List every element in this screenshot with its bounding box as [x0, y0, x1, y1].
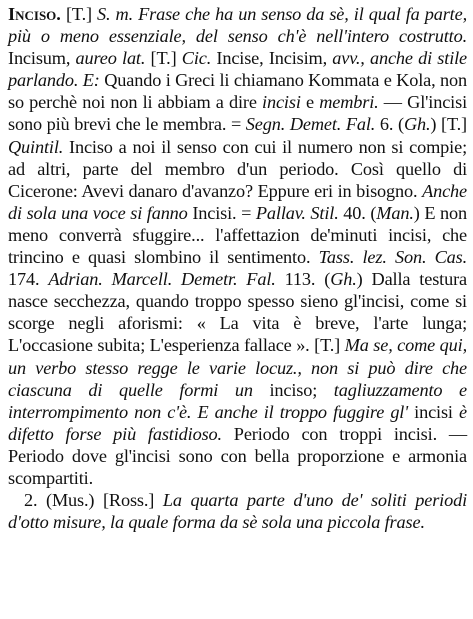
italic-text: avv., anche di stile parlando. E:	[8, 48, 468, 91]
italic-text: Tass. lez. Son. Cas.	[318, 247, 467, 268]
roman-text: 40. (	[338, 202, 377, 223]
italic-text: Man.	[376, 202, 414, 223]
roman-text: 6. (	[375, 114, 404, 135]
italic-text: membri.	[319, 92, 379, 113]
roman-text: — Gl'incisi sono più brevi che le membra. =	[8, 92, 467, 135]
italic-text: aureo lat.	[75, 48, 146, 69]
italic-text: è difetto forse più fastidioso.	[8, 401, 467, 444]
roman-text: Incisum,	[8, 48, 76, 69]
roman-text: e	[300, 92, 320, 113]
roman-text: Incise, Incisim,	[211, 48, 333, 69]
italic-text: Gh.	[403, 114, 431, 135]
roman-text: Inciso a noi il senso con cui il numero non si compie; ad altri, parte del membro d'un periodo. Così quello di Cicerone: Avevi danaro d'avanzo? Eppure eri in bisogno.	[8, 136, 467, 201]
italic-text: tagliuzzamento e interrompimento non c'è. E anche il troppo fuggire gl'	[8, 379, 467, 422]
italic-text: Quintil.	[8, 136, 64, 157]
italic-text: Segn. Demet. Fal.	[245, 114, 376, 135]
roman-text: 113. (	[275, 269, 331, 290]
italic-text: Gh.	[330, 269, 357, 290]
entry-inciso-sense-2	[8, 489, 467, 533]
italic-text: Adrian. Marcell. Demetr. Fal.	[48, 269, 276, 290]
italic-text: Cic.	[181, 48, 212, 69]
roman-text: ) E non meno converrà sfuggire... l'affettazion de'minuti incisi, che trincino e quasi slombino il sentimento.	[8, 202, 467, 268]
roman-text: Incisi. =	[187, 202, 256, 223]
roman-text: Quando i Greci li chiamano Kommata e Kola, non so perchè noi non li abbiam a dire	[8, 70, 467, 113]
headword: Inciso.	[8, 4, 61, 24]
roman-text: inciso;	[252, 379, 334, 400]
roman-text: 174.	[8, 269, 49, 290]
italic-text: La quarta parte d'uno de' soliti periodi d'otto misure, la quale forma da sè sola una piccola frase.	[8, 490, 467, 533]
entry-inciso	[8, 3, 467, 489]
roman-text: incisi	[408, 401, 460, 422]
roman-text: 2.	[24, 490, 38, 511]
italic-text: Anche di sola una voce si fanno	[8, 180, 467, 223]
italic-text: S. m. Frase che ha un senso da sè, il qual fa parte, più o meno essenziale, del senso ch'è nell'intero costrutto.	[8, 4, 467, 47]
italic-text: incisi	[262, 92, 301, 113]
roman-text: ) [T.]	[430, 114, 467, 135]
roman-text: Periodo con troppi incisi. — Periodo dove gl'incisi sono con bella proporzione e armonia scompartiti.	[8, 423, 467, 488]
italic-text: Pallav. Stil.	[255, 202, 339, 223]
italic-text: Ma se, come qui, un verbo stesso regge le varie locuz., non si può dire che ciascuna di quelle formi un	[8, 335, 468, 400]
roman-text: [T.]	[145, 48, 182, 69]
roman-text: ) Dalla testura nasce secchezza, quando troppo spesso sieno gl'incisi, come si scorge negli aforismi: « La vita è breve, l'arte lunga; L'occasione subita; L'esperienza fallace ». [T.]	[8, 269, 467, 356]
roman-text: (Mus.) [Ross.]	[37, 490, 163, 511]
roman-text: [T.]	[60, 4, 98, 24]
